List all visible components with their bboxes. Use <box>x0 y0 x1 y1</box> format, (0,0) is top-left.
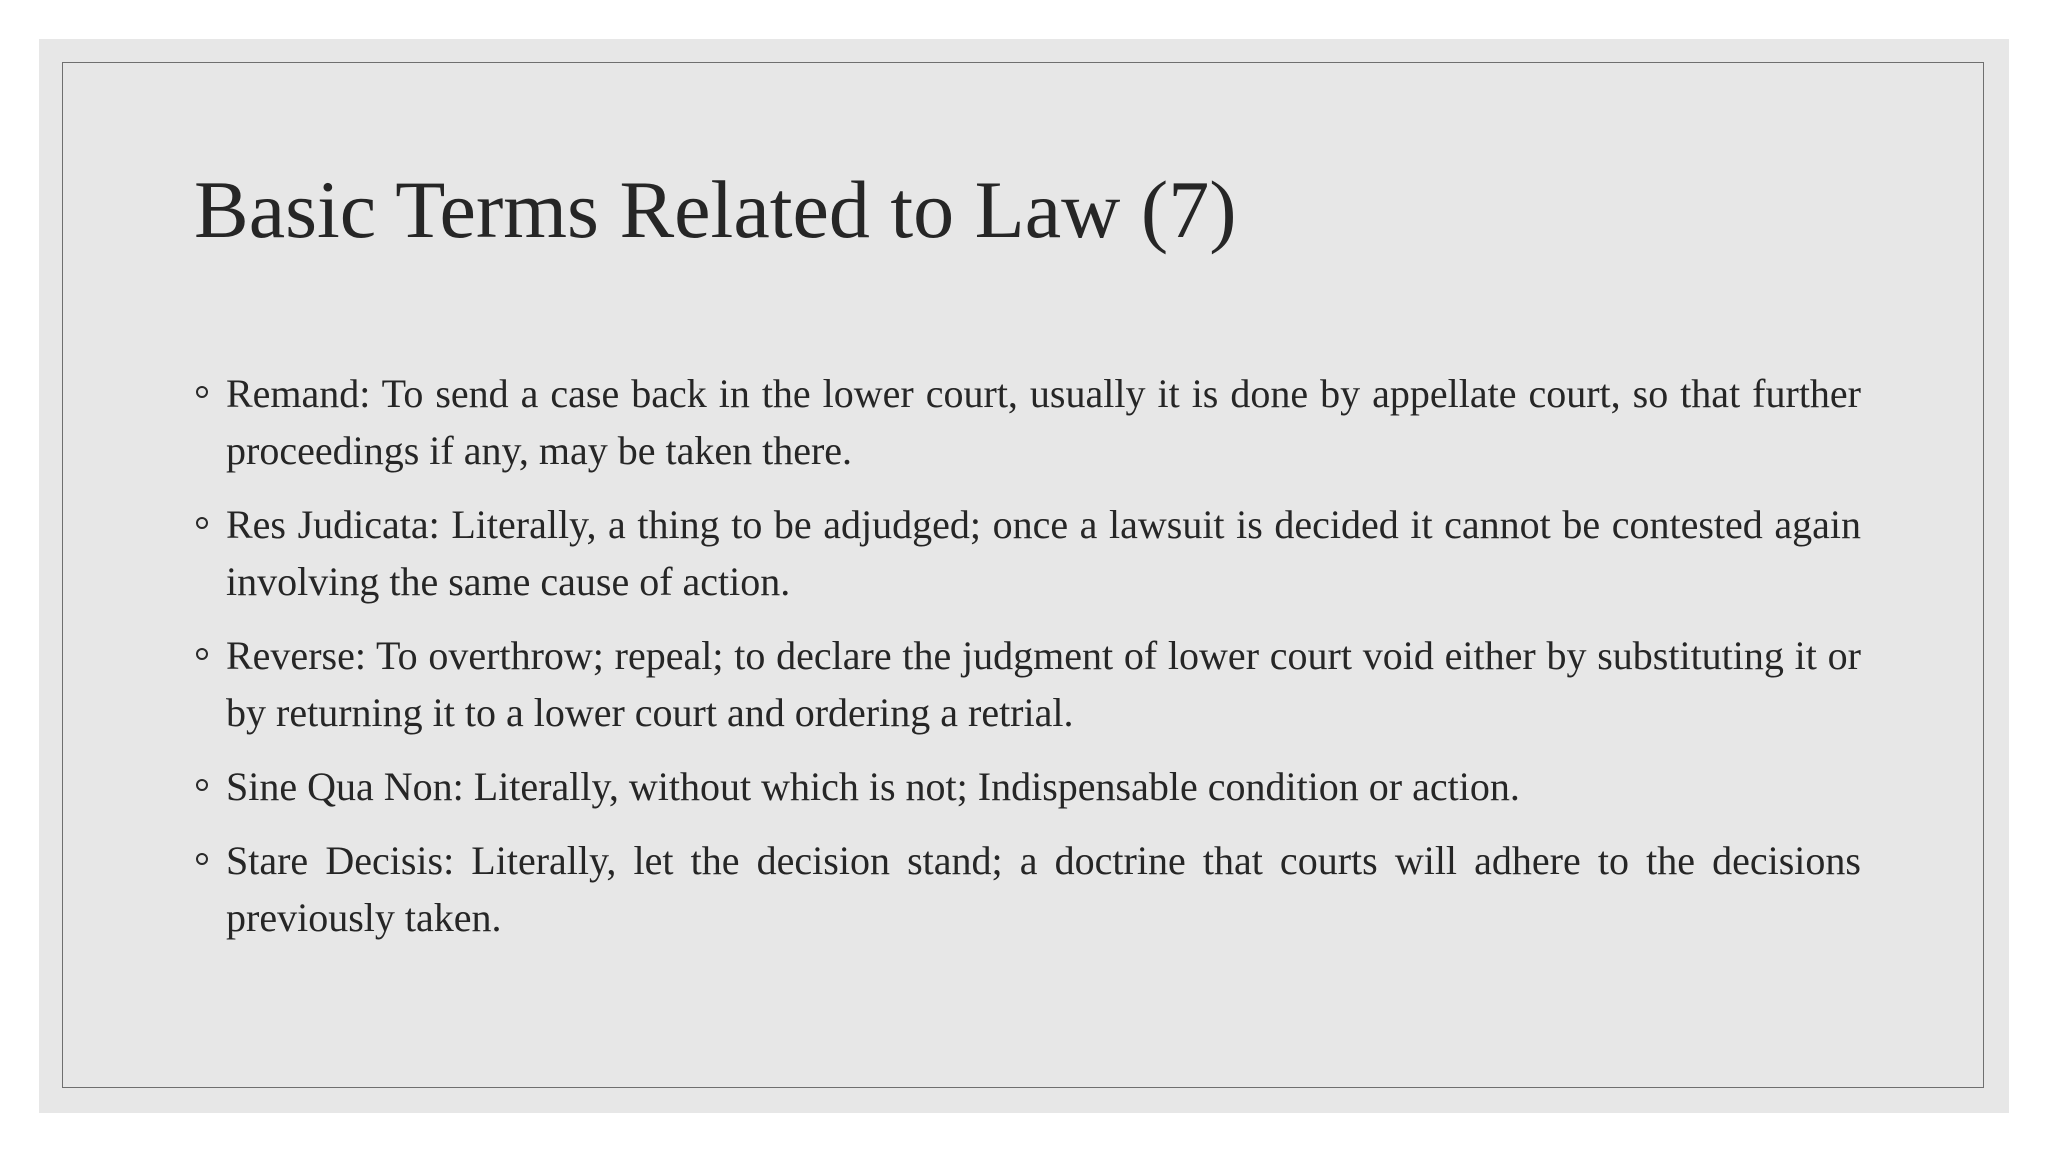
slide-title: Basic Terms Related to Law (7) <box>194 164 1237 255</box>
bullet-text: Stare Decisis: Literally, let the decision stand; a doctrine that courts will adhere to the decisions previously taken. <box>226 838 1861 940</box>
hollow-circle-bullet-icon <box>196 648 208 660</box>
bullet-item-reverse <box>194 627 1861 741</box>
hollow-circle-bullet-icon <box>196 517 208 529</box>
bullet-text: Remand: To send a case back in the lower court, usually it is done by appellate court, so that further proceedings if any, may be taken there. <box>226 371 1861 473</box>
hollow-circle-bullet-icon <box>196 853 208 865</box>
bullet-text: Sine Qua Non: Literally, without which is not; Indispensable condition or action. <box>226 764 1520 809</box>
bullet-text: Res Judicata: Literally, a thing to be adjudged; once a lawsuit is decided it cannot be contested again involving the same cause of action. <box>226 502 1861 604</box>
bullet-item-res-judicata <box>194 496 1861 610</box>
hollow-circle-bullet-icon <box>196 779 208 791</box>
slide <box>39 39 2009 1113</box>
bullet-item-remand <box>194 365 1861 479</box>
bullet-item-stare-decisis <box>194 832 1861 946</box>
bullet-text: Reverse: To overthrow; repeal; to declare the judgment of lower court void either by substituting it or by returning it to a lower court and ordering a retrial. <box>226 633 1861 735</box>
bullet-list <box>194 365 1861 963</box>
hollow-circle-bullet-icon <box>196 386 208 398</box>
bullet-item-sine-qua-non <box>194 758 1861 815</box>
